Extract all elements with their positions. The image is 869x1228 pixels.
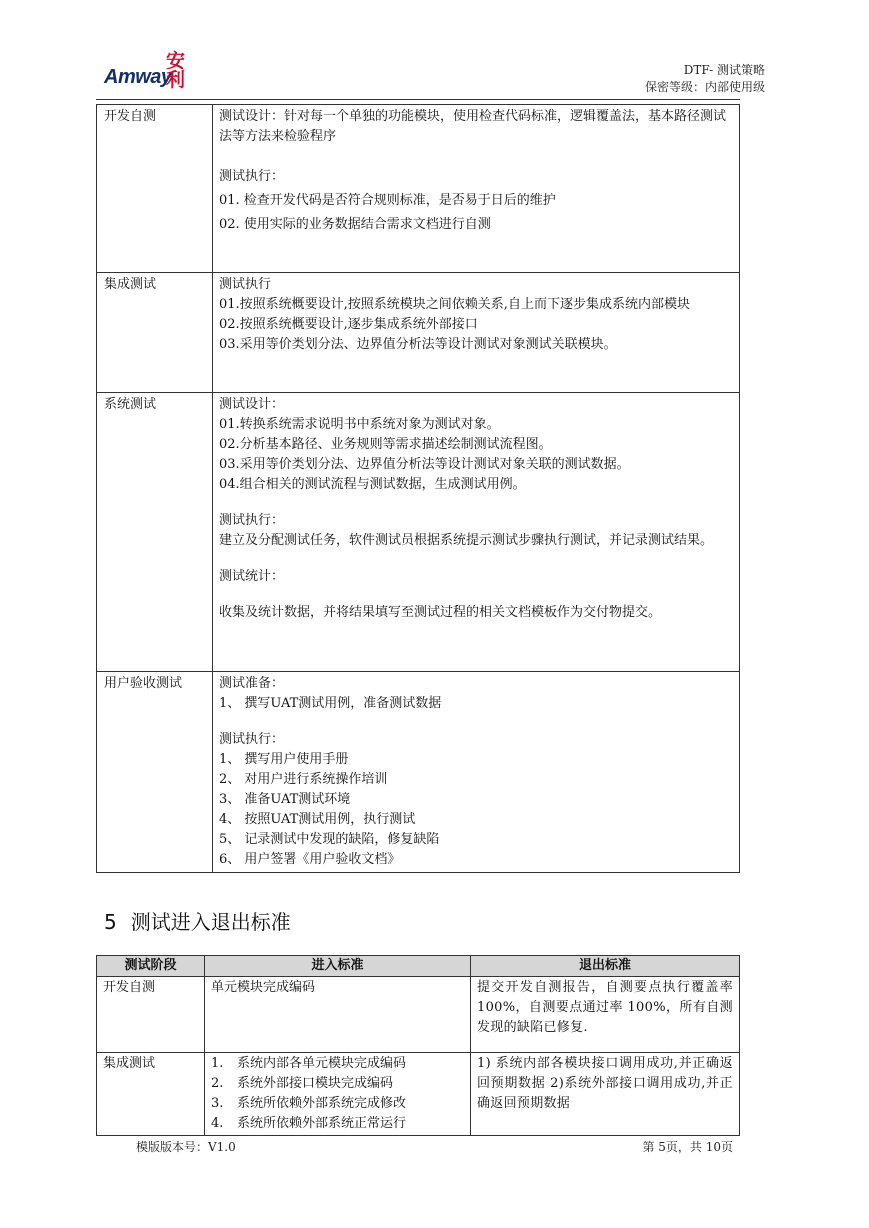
description-line: 3、 准备UAT测试环境 [219, 792, 351, 807]
header-exit: 退出标准 [471, 956, 740, 977]
spacer [219, 495, 733, 511]
header-info [645, 62, 765, 96]
template-version: 模版版本号：V1.0 [136, 1140, 236, 1154]
description-line: 5、 记录测试中发现的缺陷，修复缺陷 [219, 832, 440, 847]
criteria-phase: 集成测试 [97, 1053, 205, 1136]
phase-cell: 集成测试 [97, 273, 213, 393]
description-line: 1、 撰写用户使用手册 [219, 752, 349, 767]
doc-title: DTF- 测试策略 [683, 63, 765, 77]
description-cell [213, 273, 740, 393]
amway-logo [104, 52, 194, 96]
description-line: 测试设计：针对每一个单独的功能模块，使用检查代码标准，逻辑覆盖法，基本路径测试法等方法来检验程序 [219, 109, 727, 144]
phase-cell: 开发自测 [97, 105, 213, 273]
description-line: 1、 撰写UAT测试用例，准备测试数据 [219, 696, 442, 711]
header-phase: 测试阶段 [97, 956, 205, 977]
spacer [219, 587, 733, 603]
list-item: 3. 系统所依赖外部系统完成修改 [211, 1096, 407, 1111]
description-line: 01.按照系统概要设计,按照系统模块之间依赖关系,自上而下逐步集成系统内部模块 [219, 297, 690, 312]
description-line: 2、 对用户进行系统操作培训 [219, 772, 388, 787]
criteria-row-dev [97, 977, 740, 1053]
criteria-entry [205, 1053, 471, 1136]
header-entry: 进入标准 [205, 956, 471, 977]
header-divider [96, 99, 740, 100]
section-heading [104, 908, 291, 936]
criteria-exit: 提交开发自测报告，自测要点执行覆盖率 100%，自测要点通过率 100%，所有自测发现的缺陷已修复. [471, 977, 740, 1053]
description-line: 测试执行： [219, 513, 285, 528]
criteria-phase: 开发自测 [97, 977, 205, 1053]
list-item: 1. 系统内部各单元模块完成编码 [211, 1056, 407, 1071]
description-line: 收集及统计数据，并将结果填写至测试过程的相关文档模板作为交付物提交。 [219, 605, 662, 620]
table-row [97, 393, 740, 672]
description-line: 测试执行： [219, 732, 285, 747]
test-phase-table [96, 104, 740, 873]
table-row [97, 105, 740, 273]
description-line: 测试执行： [219, 169, 285, 184]
description-cell [213, 105, 740, 273]
criteria-table [96, 955, 740, 1136]
criteria-exit: 1) 系统内部各模块接口调用成功,并正确返回预期数据 2)系统外部接口调用成功,并正确返回预期数据 [471, 1053, 740, 1136]
description-line: 02.按照系统概要设计,逐步集成系统外部接口 [219, 317, 478, 332]
section-number: 5 [104, 910, 117, 934]
table-row [97, 672, 740, 873]
description-line: 01. 检查开发代码是否符合规则标准，是否易于日后的维护 [219, 193, 556, 208]
list-item: 4. 系统所依赖外部系统正常运行 [211, 1116, 407, 1131]
security-level: 保密等级：内部使用级 [644, 80, 765, 94]
description-cell [213, 672, 740, 873]
description-line: 测试准备： [219, 676, 285, 691]
description-line: 04.组合相关的测试流程与测试数据，生成测试用例。 [219, 477, 526, 492]
logo-text-en: Amway [104, 66, 172, 88]
spacer [219, 147, 733, 167]
spacer [219, 714, 733, 730]
description-line: 测试执行 [219, 277, 272, 292]
description-line: 测试设计： [219, 397, 285, 412]
description-line: 02. 使用实际的业务数据结合需求文档进行自测 [219, 217, 491, 232]
description-line: 03.采用等价类划分法、边界值分析法等设计测试对象关联的测试数据。 [219, 457, 630, 472]
phase-cell: 用户验收测试 [97, 672, 213, 873]
description-line: 4、 按照UAT测试用例，执行测试 [219, 812, 416, 827]
description-line: 02.分析基本路径、业务规则等需求描述绘制测试流程图。 [219, 437, 552, 452]
logo-text-cn: 安利 [166, 50, 186, 91]
spacer [219, 551, 733, 567]
description-line: 6、 用户签署《用户验收文档》 [219, 852, 401, 867]
description-line: 01.转换系统需求说明书中系统对象为测试对象。 [219, 417, 500, 432]
criteria-entry: 单元模块完成编码 [205, 977, 471, 1053]
table-row [97, 273, 740, 393]
section-title: 测试进入退出标准 [130, 910, 291, 934]
list-item: 2. 系统外部接口模块完成编码 [211, 1076, 394, 1091]
description-cell [213, 393, 740, 672]
criteria-row-integration [97, 1053, 740, 1136]
criteria-header-row [97, 956, 740, 977]
phase-cell: 系统测试 [97, 393, 213, 672]
description-line: 03.采用等价类划分法、边界值分析法等设计测试对象测试关联模块。 [219, 337, 617, 352]
description-line: 测试统计： [219, 569, 285, 584]
description-line: 建立及分配测试任务，软件测试员根据系统提示测试步骤执行测试，并记录测试结果。 [219, 533, 714, 548]
page-number: 第 5页，共 10页 [642, 1140, 733, 1154]
